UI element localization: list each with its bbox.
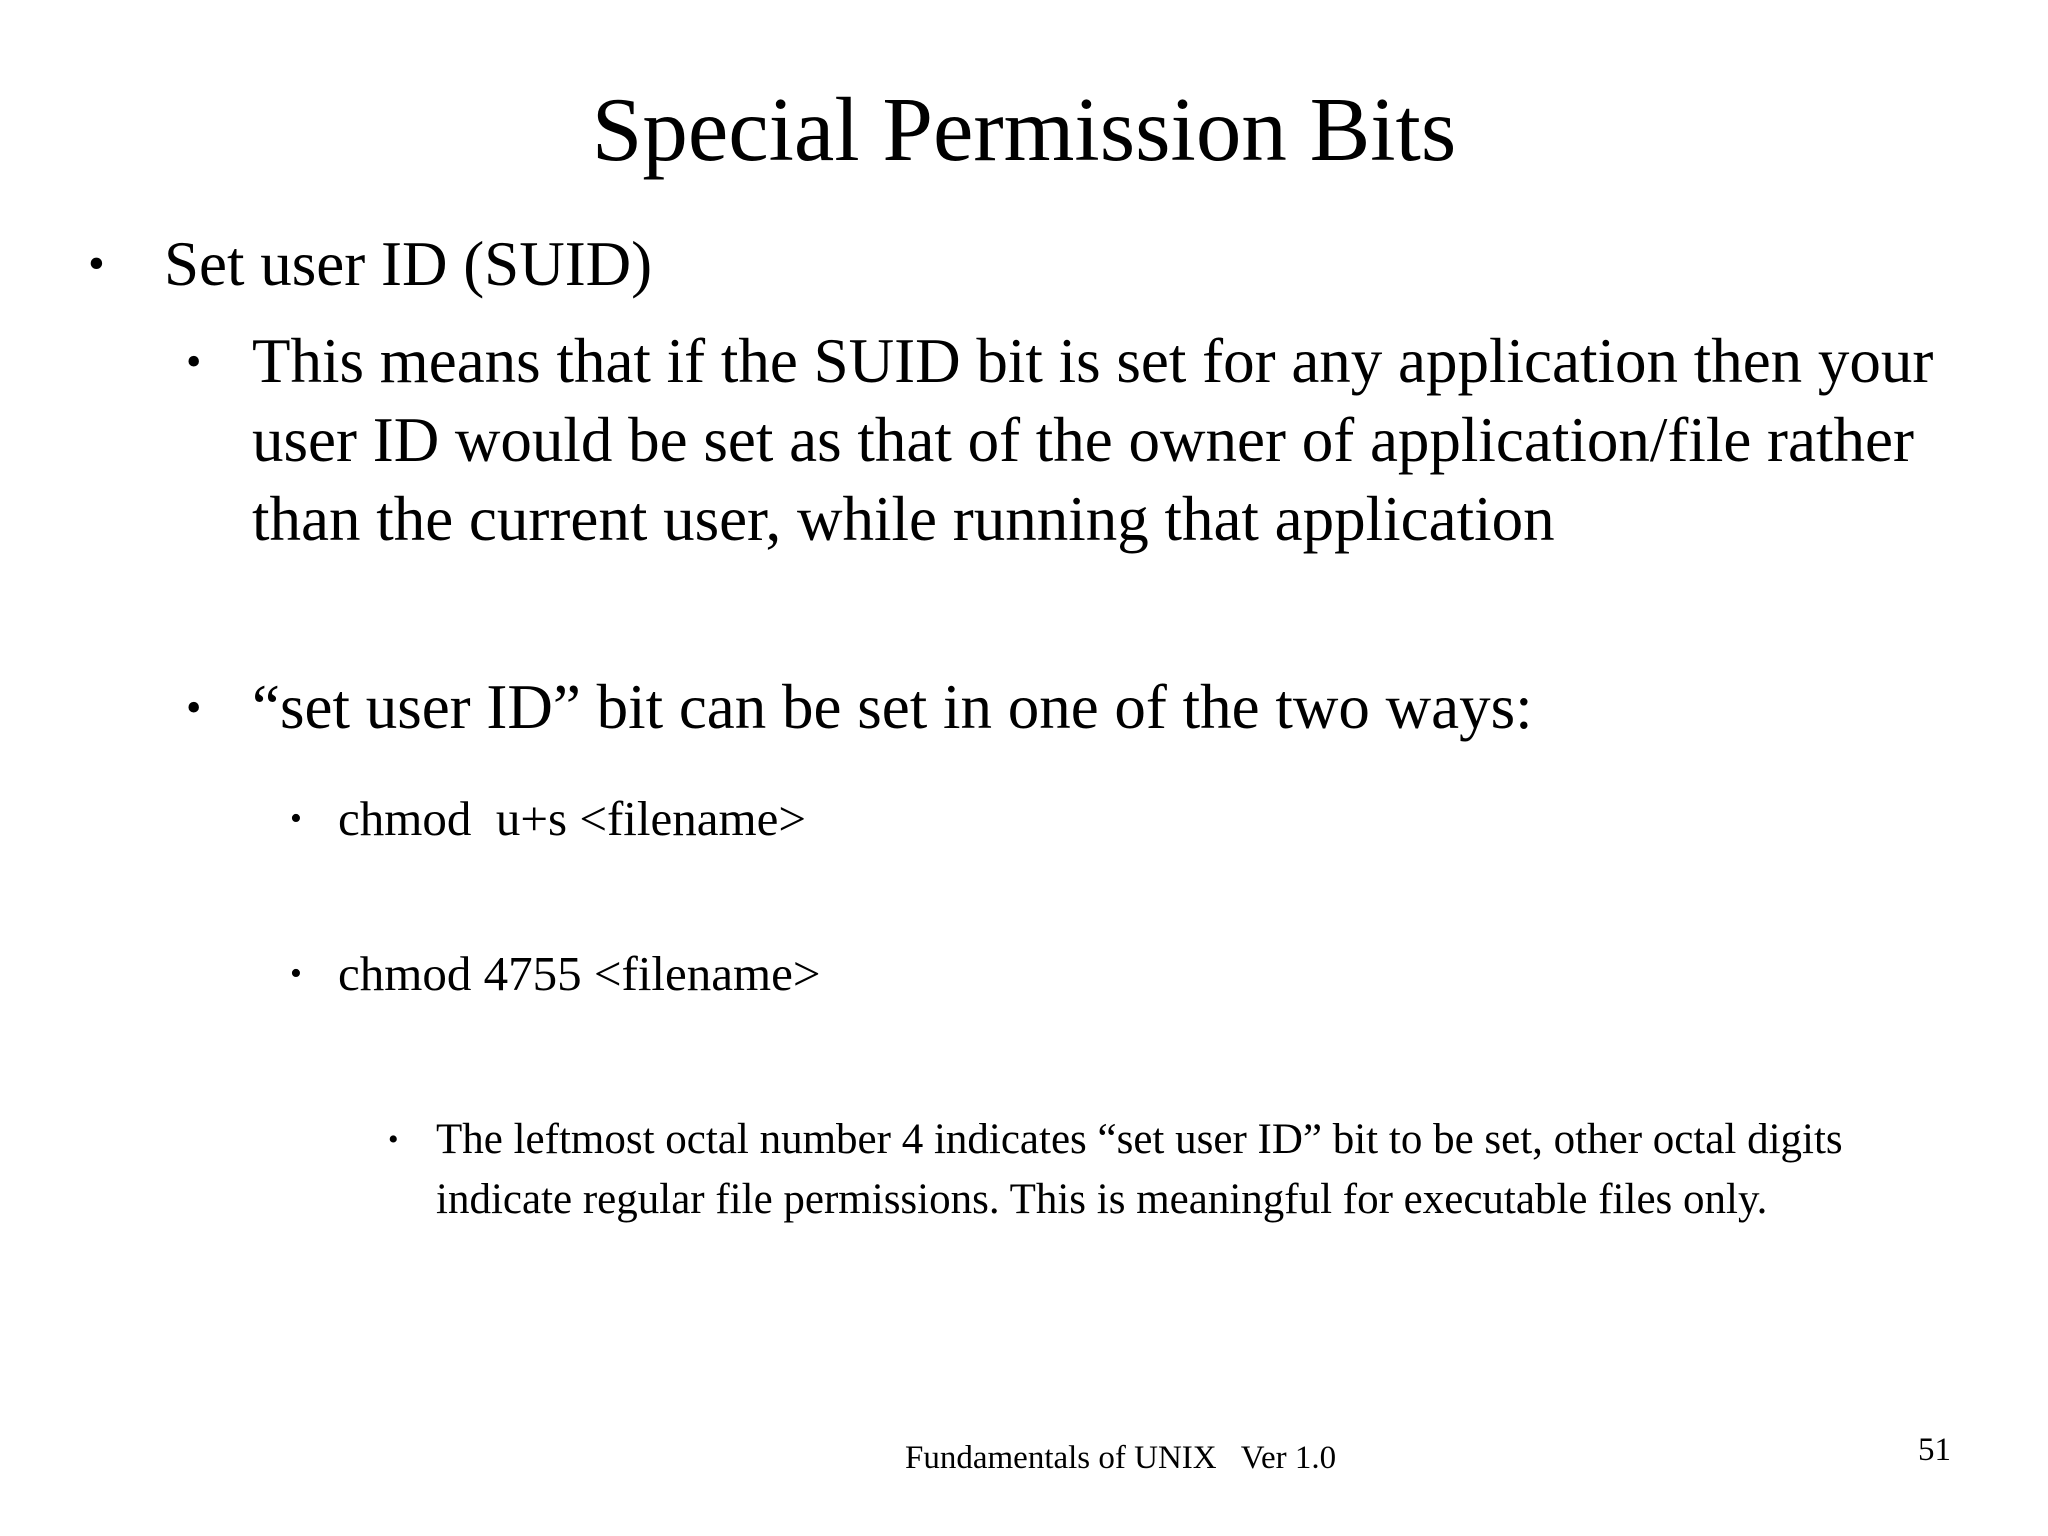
bullet-icon: •: [290, 800, 302, 837]
slide-title: Special Permission Bits: [591, 79, 1457, 180]
page-number: 51: [1918, 1432, 1951, 1468]
bullet-text: Set user ID (SUID): [164, 229, 653, 299]
slide-footer: Fundamentals of UNIX Ver 1.0: [905, 1440, 1337, 1476]
bullet-icon: •: [388, 1123, 399, 1156]
bullet-text: The leftmost octal number 4 indicates “set user ID” bit to be set, other octal digits indicate regular file permissions. This is meaningful for executable files only.: [436, 1116, 1843, 1223]
bullet-text: chmod u+s <filename>: [338, 791, 806, 846]
bullet-icon: •: [186, 683, 202, 732]
bullet-icon: •: [290, 955, 302, 992]
bullet-text: chmod 4755 <filename>: [338, 946, 821, 1001]
bullet-text: This means that if the SUID bit is set for any application then your user ID would be set as that of the owner of application/file rather than the current user, while running that application: [252, 326, 1934, 554]
bullet-icon: •: [186, 337, 202, 386]
bullet-text: “set user ID” bit can be set in one of the two ways:: [252, 672, 1533, 742]
bullet-icon: •: [88, 237, 105, 290]
